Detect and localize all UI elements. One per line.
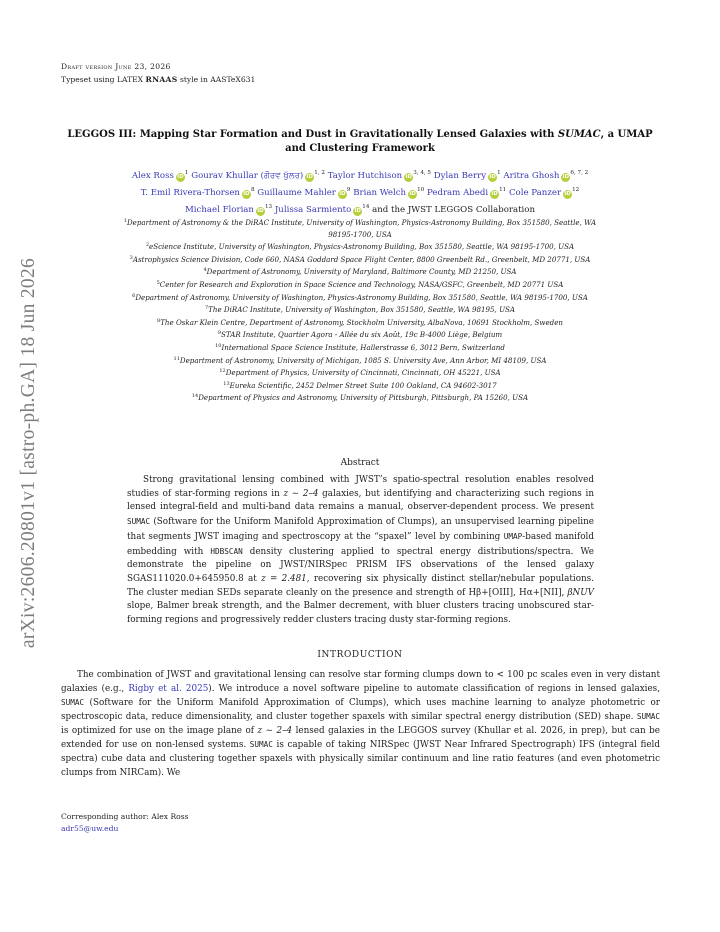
orcid-icon[interactable]: iD xyxy=(491,191,498,197)
orcid-icon[interactable]: iD xyxy=(243,191,250,197)
author-name[interactable]: Dylan Berry xyxy=(433,171,487,181)
author-line-1: Alex Ross $iD^1$ Gourav Khullar (ਗੌਰਵ ਖੁੱਲਰ) iD$^{1, 2}$ Taylor Hutchison iD$^{3, 4, 5}$ Dylan Berry $iD^1$ Aritra Ghosh iD$^{6, 7, 2}$ xyxy=(131,170,589,181)
introduction-body: The combination of JWST and gravitational lensing can resolve star forming clumps down to < 100 pc scales even in very distant galaxies (e.g., Rigby et al. 2025). We introduce a novel software pipeline to automate classification of regions in lensed galaxies, SUMAC (Software for the Uniform Manifold Approximation of Clumps), which uses machine learning to analyze photometric or spectroscopic data, reduce dimensionality, and cluster together spaxels with similar spectral energy distribution (SED) shape. SUMAC is optimized for use on the image plane of z ∼ 2–4 lensed galaxies in the LEGGOS survey (Khullar et al. 2026, in prep), but can be extended for use on non-lensed systems. SUMAC is capable of taking NIRSpec (JWST Near Infrared Spectrograph) IFS (integral field spectra) cube data and clustering together spaxels with physically similar continuum and line ratio features (and even photometric clumps from NIRCam). We xyxy=(61,670,661,778)
corresponding-author: Corresponding author: Alex Ross xyxy=(61,812,189,821)
draft-version: Draft version June 23, 2026 xyxy=(61,62,171,71)
abstract-body: Strong gravitational lensing combined with JWST’s spatio-spectral resolution enables resolved studies of star-forming regions in z ∼ 2–4 galaxies, but identifying and characterizing such regions in lensed integral-field and multi-band data remains a manual, observer-dependent process. We present SUMAC (Software for the Uniform Manifold Approximation of Clumps), an unsupervised learning pipeline that segments JWST imaging and spectroscopy at the “spaxel” level by combining UMAP-based manifold embedding with HDBSCAN density clustering applied to spectral energy distributions/spectra. We demonstrate the pipeline on JWST/NIRSpec PRISM IFS observations of the lensed galaxy SGAS111020.0+645950.8 at z = 2.481, recovering six physically distinct stellar/nebular populations. The cluster median SEDs separate cleanly on the presence and strength of Hβ+[OIII], Hα+[NII], βNUV slope, Balmer break strength, and the Balmer decrement, with bluer clusters tracing unobscured star-forming regions and progressively redder clusters tracing dusty star-forming regions. xyxy=(127,475,594,626)
author-email-link[interactable]: adr55@uw.edu xyxy=(61,824,119,833)
author-name[interactable]: Gourav Khullar (ਗੌਰਵ ਖੁੱਲਰ) xyxy=(191,171,304,181)
orcid-icon[interactable]: iD xyxy=(177,174,184,180)
affiliation: $^4$Department of Astronomy, University of Maryland, Baltimore County, MD 21250, USA xyxy=(203,267,517,277)
author-line-3: Michael Florian $iD^{13}$ Julissa Sarmiento $iD^{14}$ and the JWST LEGGOS Collaboration xyxy=(184,204,536,215)
orcid-icon[interactable]: iD xyxy=(562,174,570,180)
orcid-icon[interactable]: iD xyxy=(339,191,346,197)
author-name[interactable]: Taylor Hutchison xyxy=(327,171,403,181)
affiliation: $^5$Center for Research and Exploration in Space Science and Technology, NASA/GSFC, Greenbelt, MD 20771 USA xyxy=(156,279,564,289)
author-name[interactable]: T. Emil Rivera-Thorsen xyxy=(140,188,240,198)
author-name[interactable]: Brian Welch xyxy=(353,188,407,198)
author-name[interactable]: Julissa Sarmiento xyxy=(274,205,352,215)
author-name[interactable]: Michael Florian xyxy=(184,205,254,215)
latex-logo: LATEX xyxy=(116,75,144,84)
orcid-icon[interactable]: iD xyxy=(405,174,412,180)
orcid-icon[interactable]: iD xyxy=(409,191,416,197)
affiliation: $^8$The Oskar Klein Centre, Department of Astronomy, Stockholm University, AlbaNova, 10691 Stockholm, Sweden xyxy=(157,317,563,327)
orcid-icon[interactable]: iD xyxy=(354,208,361,214)
typeset-line: Typeset using LATEX RNAAS style in AASTeX631 xyxy=(61,75,256,84)
author-name[interactable]: Aritra Ghosh xyxy=(503,171,560,181)
affiliation: $^{11}$Department of Astronomy, University of Michigan, 1085 S. University Ave, Ann Arbor, MI 48109, USA xyxy=(173,355,547,365)
author-name[interactable]: Alex Ross xyxy=(131,171,174,181)
affiliation: $^1$Department of Astronomy & the DiRAC Institute, University of Washington, Physics-Astronomy Building, Box 351580, Seattle, WA xyxy=(123,218,597,227)
author-name[interactable]: Guillaume Mahler xyxy=(257,188,336,198)
collaboration-name: and the JWST LEGGOS Collaboration xyxy=(372,205,536,215)
orcid-icon[interactable]: iD xyxy=(564,191,571,197)
author-name[interactable]: Cole Panzer xyxy=(508,188,562,198)
section-heading-introduction: INTRODUCTION xyxy=(317,650,403,660)
orcid-icon[interactable]: iD xyxy=(257,208,264,214)
affiliation-continued: 98195-1700, USA xyxy=(328,229,392,239)
orcid-icon[interactable]: iD xyxy=(306,174,313,180)
author-name[interactable]: Pedram Abedi xyxy=(426,188,489,198)
affiliation: $^{13}$Eureka Scientific, 2452 Delmer Street Suite 100 Oakland, CA 94602-3017 xyxy=(223,380,497,390)
affiliation: $^9$STAR Institute, Quartier Agora - Allée du six Août, 19c B-4000 Liège, Belgium xyxy=(217,330,503,340)
author-list xyxy=(60,166,660,217)
affiliation: $^7$The DiRAC Institute, University of Washington, Box 351580, Seattle, WA 98195, USA xyxy=(204,305,516,315)
citation-link[interactable]: Rigby et al. 2025 xyxy=(128,684,209,694)
affiliation: $^6$Department of Astronomy, University of Washington, Physics-Astronomy Building, Box 351580, Seattle, WA 98195-1700, USA xyxy=(132,292,588,302)
abstract-heading: Abstract xyxy=(340,458,380,468)
affiliation: $^2$eScience Institute, University of Washington, Physics-Astronomy Building, Box 351580, Seattle, WA 98195-1700, USA xyxy=(145,242,575,252)
arxiv-id: arXiv:2606.20801v1 [astro-ph.GA] 18 Jun 2026 xyxy=(18,257,39,649)
affiliation: $^{10}$International Space Science Institute, Hallerstrasse 6, 3012 Bern, Switzerland xyxy=(215,342,505,352)
affiliation: $^{14}$Department of Physics and Astronomy, University of Pittsburgh, Pittsburgh, PA 15260, USA xyxy=(191,393,529,403)
arxiv-stamp xyxy=(8,228,50,678)
orcid-icon[interactable]: iD xyxy=(489,174,496,180)
style-name: RNAAS xyxy=(145,75,178,84)
affiliation-list xyxy=(60,216,660,404)
affiliation: $^3$Astrophysics Science Division, Code 660, NASA Goddard Space Flight Center, 8800 Greenbelt Rd., Greenbelt, MD 20771, USA xyxy=(129,254,591,264)
paper-title: LEGGOS III: Mapping Star Formation and Dust in Gravitationally Lensed Galaxies with SUMAC, a UMAP and Clustering Framework xyxy=(67,129,653,154)
affiliation: $^{12}$Department of Physics, University of Cincinnati, Cincinnati, OH 45221, USA xyxy=(219,368,501,378)
author-line-2: T. Emil Rivera-Thorsen $iD^8$ Guillaume Mahler $iD^9$ Brian Welch $iD^{10}$ Pedram Abedi $iD^{11}$ Cole Panzer $iD^{12}$ xyxy=(140,187,580,198)
